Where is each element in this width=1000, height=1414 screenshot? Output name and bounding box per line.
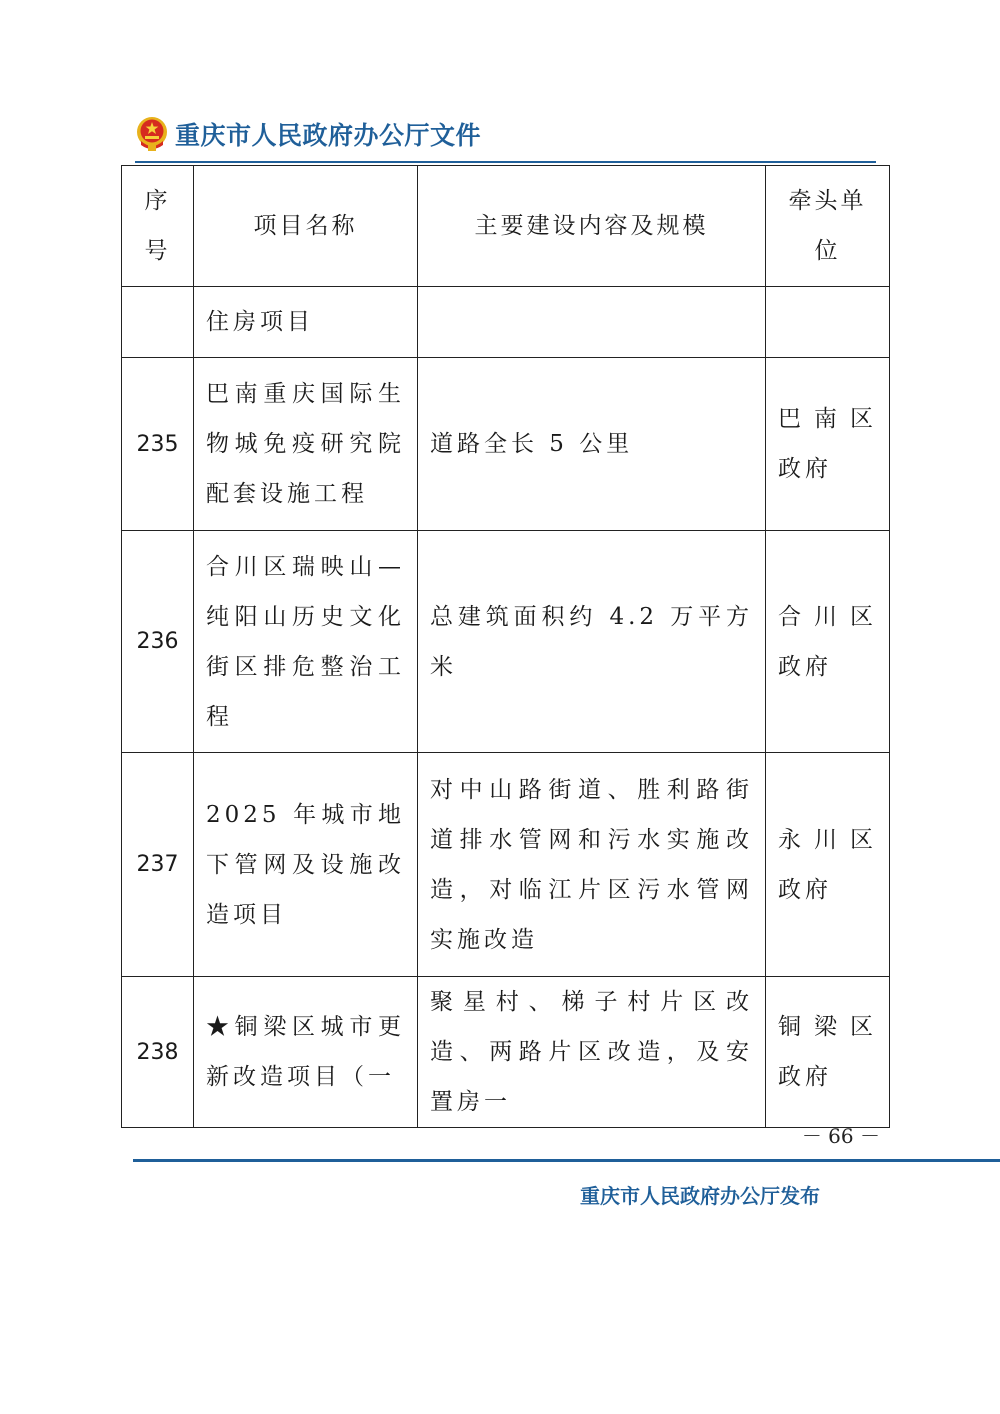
header-title: 重庆市人民政府办公厅文件	[175, 121, 482, 150]
row-number: 236	[136, 629, 179, 654]
row-content: 对中山路街道、胜利路街道排水管网和污水实施改造，对临江片区污水管网实施改造	[418, 753, 766, 977]
row-unit: 永 川 区 政府	[766, 753, 890, 977]
page-number: － 66 －	[801, 1124, 880, 1148]
row-project-name: 巴南重庆国际生物城免疫研究院配套设施工程	[194, 358, 418, 531]
table-row	[122, 358, 890, 531]
row-number: 237	[136, 852, 179, 877]
row-content: 道路全长 5 公里	[418, 358, 766, 531]
footer-publisher: 重庆市人民政府办公厅发布	[580, 1184, 820, 1208]
section-name: 住房项目	[194, 287, 418, 358]
table-row	[122, 977, 890, 1128]
header-name: 项目名称	[194, 166, 418, 287]
table-row	[122, 753, 890, 977]
footer-rule	[133, 1159, 1000, 1162]
row-unit: 合 川 区 政府	[766, 531, 890, 753]
row-unit: 铜 梁 区 政府	[766, 977, 890, 1128]
row-content: 总建筑面积约 4.2 万平方米	[418, 531, 766, 753]
row-project-name: ★铜梁区城市更新改造项目（一	[194, 977, 418, 1128]
table-row	[122, 531, 890, 753]
header-rule	[135, 161, 876, 163]
header-unit: 牵头单位	[766, 166, 890, 287]
table-header-row	[122, 166, 890, 287]
row-number: 238	[136, 1039, 179, 1065]
section-row	[122, 287, 890, 358]
row-project-name: 合川区瑞映山—纯阳山历史文化街区排危整治工程	[194, 531, 418, 753]
project-table	[121, 165, 890, 1128]
header-content: 主要建设内容及规模	[418, 166, 766, 287]
row-unit: 巴 南 区 政府	[766, 358, 890, 531]
row-number: 235	[136, 431, 179, 457]
row-project-name: 2025 年城市地下管网及设施改造项目	[194, 753, 418, 977]
document-header	[135, 112, 481, 156]
section-content-cell	[418, 287, 766, 358]
section-num-cell	[122, 287, 194, 358]
section-unit-cell	[766, 287, 890, 358]
row-content: 聚星村、梯子村片区改造、两路片区改造，及安置房一	[418, 977, 766, 1128]
national-emblem-icon	[135, 115, 169, 153]
header-num: 序号	[122, 166, 194, 287]
